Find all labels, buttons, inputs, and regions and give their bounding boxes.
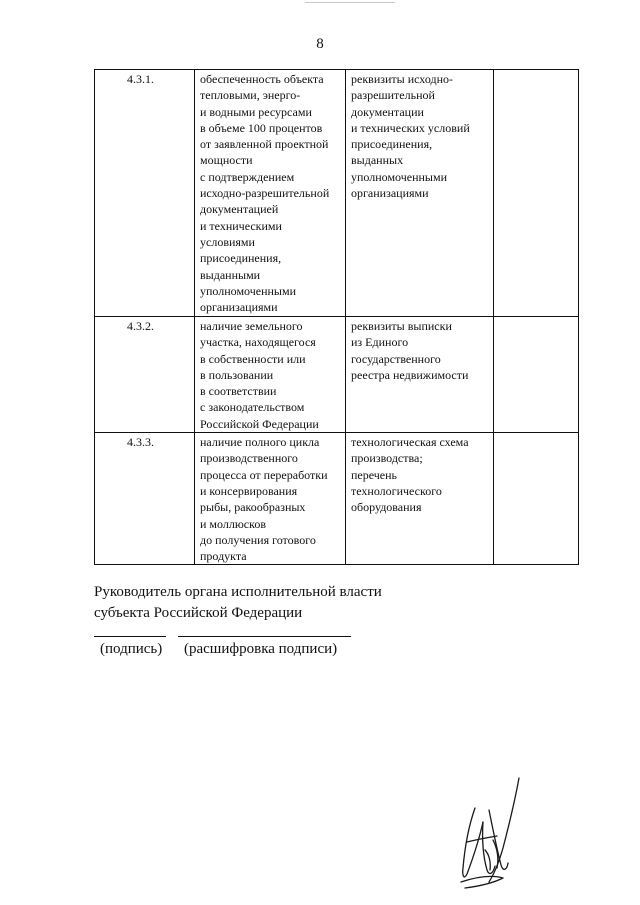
criterion-line: и консервирования xyxy=(200,483,298,498)
table-row xyxy=(95,433,579,565)
documents-line: реквизиты выписки xyxy=(351,319,452,333)
criterion-line: продукта xyxy=(200,549,247,564)
top-edge-rule xyxy=(305,2,395,3)
signatory-title-line: Руководитель органа исполнительной власти xyxy=(94,584,382,600)
criterion-line: с законодательством xyxy=(200,400,305,415)
criterion-line: и водными ресурсами xyxy=(200,104,312,119)
documents-line: перечень xyxy=(351,467,398,482)
criterion-line: исходно-разрешительной xyxy=(200,186,330,201)
criterion-line: документацией xyxy=(200,202,279,217)
signatory-title xyxy=(94,582,382,624)
empty-cell xyxy=(494,317,579,433)
empty-cell xyxy=(494,433,579,565)
criterion-line: тепловыми, энерго- xyxy=(200,88,301,103)
criterion-line: рыбы, ракообразных xyxy=(200,500,306,515)
criterion-line: до получения готового xyxy=(200,532,316,547)
criterion-cell xyxy=(195,433,346,565)
documents-cell xyxy=(346,70,494,317)
documents-line: производства; xyxy=(351,451,423,466)
empty-cell xyxy=(494,70,579,317)
criterion-line: процесса от переработки xyxy=(200,467,328,482)
signature-caption: (подпись) xyxy=(100,641,163,657)
documents-cell xyxy=(346,317,494,433)
documents-line: технологическая схема xyxy=(351,435,469,450)
table-row xyxy=(95,317,579,433)
criterion-line: в объеме 100 процентов xyxy=(200,120,323,135)
criterion-line: условиями xyxy=(200,234,255,249)
name-underline xyxy=(178,636,351,637)
signature-stroke xyxy=(461,876,503,888)
criterion-line: наличие полного цикла xyxy=(200,435,320,450)
row-number-cell: 4.3.1. xyxy=(95,70,195,317)
documents-line: реквизиты исходно- xyxy=(351,72,454,86)
criterion-line: присоединения, xyxy=(200,251,282,266)
documents-line: реестра недвижимости xyxy=(351,367,469,382)
row-number-cell: 4.3.3. xyxy=(95,433,195,565)
row-number-cell: 4.3.2. xyxy=(95,317,195,433)
name-caption: (расшифровка подписи) xyxy=(184,641,338,657)
criterion-line: с подтверждением xyxy=(200,169,295,184)
criterion-line: мощности xyxy=(200,153,253,168)
documents-line: выданных xyxy=(351,153,404,168)
documents-line: оборудования xyxy=(351,500,422,515)
criterion-line: участка, находящегося xyxy=(200,335,316,350)
signature-underline xyxy=(94,636,166,637)
documents-line: технологического xyxy=(351,483,442,498)
criterion-line: в соответствии xyxy=(200,384,277,399)
requirements-table xyxy=(94,69,579,565)
documents-cell xyxy=(346,433,494,565)
criterion-line: в пользовании xyxy=(200,367,274,382)
criterion-line: и моллюсков xyxy=(200,516,267,531)
criterion-line: организациями xyxy=(200,300,278,315)
criterion-line: Российской Федерации xyxy=(200,416,319,431)
handwritten-signature xyxy=(445,770,535,895)
criterion-line: производственного xyxy=(200,451,298,466)
criterion-line: обеспеченность объекта xyxy=(200,72,324,86)
documents-line: из Единого xyxy=(351,335,409,350)
documents-line: уполномоченными xyxy=(351,169,448,184)
criterion-line: от заявленной проектной xyxy=(200,137,329,152)
documents-line: и технических условий xyxy=(351,120,470,135)
documents-line: разрешительной xyxy=(351,88,435,103)
table-row xyxy=(95,70,579,317)
criterion-line: выданными xyxy=(200,267,261,282)
documents-line: государственного xyxy=(351,351,441,366)
criterion-cell xyxy=(195,317,346,433)
criterion-line: наличие земельного xyxy=(200,319,303,333)
signature-stroke xyxy=(463,808,483,877)
signatory-title-line: субъекта Российской Федерации xyxy=(94,605,303,621)
criterion-cell xyxy=(195,70,346,317)
criterion-line: уполномоченными xyxy=(200,283,297,298)
documents-line: присоединения, xyxy=(351,137,433,152)
criterion-line: и техническими xyxy=(200,218,282,233)
criterion-line: в собственности или xyxy=(200,351,306,366)
documents-line: организациями xyxy=(351,186,429,201)
page-number: 8 xyxy=(316,36,324,52)
documents-line: документации xyxy=(351,104,424,119)
